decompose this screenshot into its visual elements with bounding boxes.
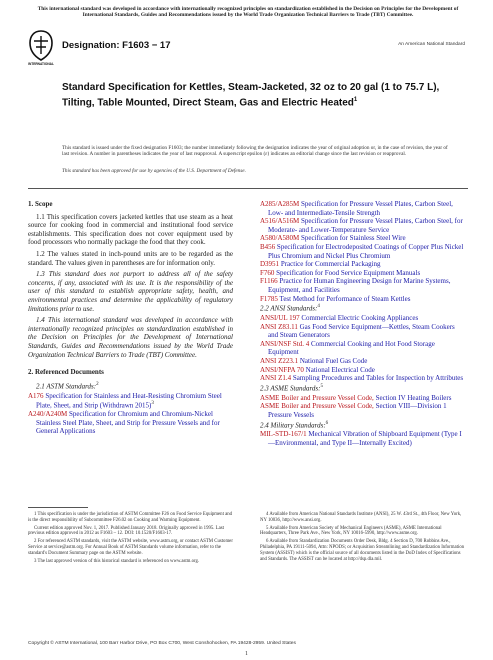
header-divider	[28, 188, 468, 189]
copyright-line: Copyright © ASTM International, 100 Barr Harbor Drive, PO Box C700, West Conshohocken, PA 19428-2959. United States	[28, 641, 296, 646]
top-notice: This international standard was developed in accordance with internationally recognized principles on standardization established in the Decision on Principles for the Development of International Standards, Guides and Recommendations issued by the World Trade Organization Technical Barriers to Trade (TBT) Committee.	[37, 6, 459, 19]
reference-item[interactable]: F1785 Test Method for Performance of Steam Kettles	[260, 294, 411, 303]
right-reference-list-mil	[260, 430, 465, 447]
reference-item[interactable]: ANSI/UL 197 Commercial Electric Cooking Appliances	[260, 314, 419, 323]
page-number: 1	[245, 651, 248, 657]
right-column	[260, 200, 465, 448]
para-1-3: 1.3 This standard does not purport to address all of the safety concerns, if any, associated with its use. It is the responsibility of the user of this standard to establish appropriate safety, health, and environmental practices and determine the applicability of regulatory limitations prior to use.	[28, 270, 233, 313]
reference-item[interactable]: ASME Boiler and Pressure Vessel Code, Section IV Heating Boilers	[260, 393, 452, 402]
left-column	[28, 200, 233, 436]
reference-item[interactable]: MIL-STD-167/1 Mechanical Vibration of Shipboard Equipment (Type I—Environmental, and Type II—Internally Excited)	[260, 430, 462, 448]
right-reference-list-astm	[260, 200, 465, 303]
footnote: 2 For referenced ASTM standards, visit the ASTM website, www.astm.org, or contact ASTM Customer Service at service@astm.org. For Annual Book of ASTM Standards volume information, refer to the standard's Document Summary page on the ASTM website.	[28, 539, 233, 556]
para-1-2: 1.2 The values stated in inch-pound units are to be regarded as the standard. The values given in parentheses are for information only.	[28, 249, 233, 267]
footnote-divider	[28, 507, 88, 508]
asme-standards-subheading: 2.3 ASME Standards:$^5$	[260, 383, 323, 393]
title-footnote-ref: 1	[353, 97, 358, 103]
footnote: 3 The last approved version of this historical standard is referenced on www.astm.org.	[34, 558, 200, 564]
reference-item[interactable]: ANSI/NSF Std. 4 Commercial Cooking and Hot Food Storage Equipment	[260, 339, 435, 357]
military-standards-subheading: 2.4 Military Standards:$^6$	[260, 420, 329, 429]
reference-item[interactable]: A580/A580M Specification for Stainless Steel Wire	[260, 234, 406, 243]
reference-item[interactable]: A516/A516M Specification for Pressure Vessel Plates, Carbon Steel, for Moderate- and Lower-Temperature Service	[260, 217, 463, 234]
reference-item[interactable]: ANSI Z223.1 National Fuel Gas Code	[260, 357, 368, 366]
astm-logo-icon	[28, 30, 54, 66]
american-national-standard: An American National Standard	[398, 42, 465, 47]
reference-item[interactable]: ANSI Z1.4 Sampling Procedures and Tables for Inspection by Attributes	[260, 374, 464, 383]
footnotes-left	[28, 512, 233, 566]
ansi-standards-subheading: 2.2 ANSI Standards:$^4$	[260, 304, 320, 313]
right-reference-list-ansi	[260, 314, 465, 383]
left-reference-list	[28, 392, 233, 436]
para-1-4: 1.4 This international standard was developed in accordance with internationally recognized principles on standardization established in the Decision on Principles for the Development of International Standards, Guides and Recommendations issued by the World Trade Organization Technical Barriers to Trade (TBT) Committee.	[28, 316, 233, 359]
reference-item[interactable]: B456 Specification for Electrodeposited Coatings of Copper Plus Nickel Plus Chromium and Nickel Plus Chromium	[260, 242, 464, 260]
footnote: 4 Available from American National Standards Institute (ANSI), 25 W. 43rd St., 4th Floor, New York, NY 10036, http://www.ansi.org.	[260, 512, 462, 523]
footnote: 6 Available from Standardization Documents Order Desk, Bldg. 4 Section D, 700 Robbins Ave., Philadelphia, PA 19111-5094, Attn: NPODS; or Acquisition Streamlining and Standardization Information System (ASSIST) which is the official source of all documents listed in the DoD Index of Specifications and Standards. The ASSIST can be located at http://dsp.dla.mil.	[260, 539, 465, 562]
reference-item[interactable]: ANSI/NFPA 70 National Electrical Code	[260, 365, 375, 374]
astm-standards-subheading: 2.1 ASTM Standards:$^2$	[36, 381, 99, 391]
designation: Designation: F1603 − 17	[62, 40, 171, 51]
referenced-documents-heading: 2. Referenced Documents	[28, 368, 104, 377]
logo-text: INTERNATIONAL	[28, 62, 54, 66]
para-1-1: 1.1 This specification covers jacketed kettles that use steam as a heat source for cooking food in commercial and institutional food service establishments. This specification does not cover equipment used by food processors who normally package the food that they cook.	[28, 212, 233, 247]
reference-item[interactable]: F1166 Practice for Human Engineering Design for Marine Systems, Equipment, and Facilities	[260, 277, 451, 294]
dod-approval-note: This standard has been approved for use by agencies of the U.S. Department of Defense.	[62, 168, 246, 174]
reference-item[interactable]: F760 Specification for Food Service Equipment Manuals	[260, 268, 421, 277]
footnotes-right	[260, 512, 465, 564]
scope-heading: 1. Scope	[28, 200, 53, 208]
reference-item[interactable]: A176 Specification for Stainless and Heat-Resisting Chromium Steel Plate, Sheet, and Strip (Withdrawn 2015)$^3$	[28, 391, 222, 410]
footnote: Current edition approved Nov. 1, 2017. Published January 2018. Originally approved in 1995. Last previous edition approved in 2012 as F1603 – 12. DOI: 10.1520/F1603-17.	[28, 525, 224, 537]
standard-note: This standard is issued under the fixed designation F1603; the number immediately following the designation indicates the year of original adoption or, in the case of revision, the year of last revision. A number in parentheses indicates the year of last reapproval. A superscript epsilon (ε) indicates an editorial change since the last revision or reapproval.	[62, 145, 448, 158]
footnote: 1 This specification is under the jurisdiction of ASTM Committee F26 on Food Service Equipment and is the direct responsibility of Subcommittee F26.02 on Cooking and Warming Equipment.	[28, 512, 233, 523]
reference-item[interactable]: ANSI Z83.11 Gas Food Service Equipment—Kettles, Steam Cookers and Steam Generators	[260, 322, 455, 340]
footnote: 5 Available from American Society of Mechanical Engineers (ASME), ASME International Headquarters, Three Park Ave., New York, NY 10016-5990, http://www.asme.org.	[260, 525, 442, 537]
reference-item[interactable]: A240/A240M Specification for Chromium and Chromium-Nickel Stainless Steel Plate, Sheet, and Strip for Pressure Vessels and for General Applications	[28, 410, 220, 436]
reference-item[interactable]: ASME Boiler and Pressure Vessel Code, Section VIII—Division 1 Pressure Vessels	[260, 402, 447, 419]
reference-item[interactable]: A285/A285M Specification for Pressure Vessel Plates, Carbon Steel, Low- and Intermediate-Tensile Strength	[260, 200, 453, 217]
reference-item[interactable]: D3951 Practice for Commercial Packaging	[260, 260, 381, 269]
right-reference-list-asme	[260, 394, 465, 420]
page-title: Standard Specification for Kettles, Steam-Jacketed, 32 oz to 20 gal (1 to 75.7 L), Tilting, Table Mounted, Direct Steam, Gas and Electric Heated$^1$	[62, 82, 440, 109]
